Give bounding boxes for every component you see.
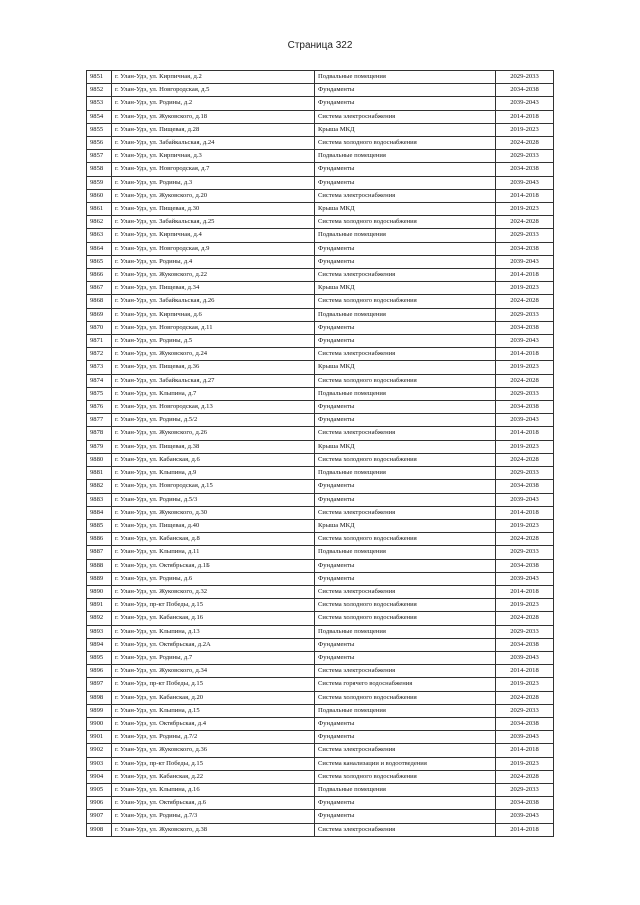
address-cell: г. Улан-Удэ, ул. Пищевая, д.36 — [112, 361, 315, 374]
address-cell: г. Улан-Удэ, ул. Родины, д.3 — [112, 176, 315, 189]
address-cell: г. Улан-Удэ, ул. Пищевая, д.40 — [112, 519, 315, 532]
address-cell: г. Улан-Удэ, ул. Жуковского, д.38 — [112, 823, 315, 836]
table-row — [87, 797, 554, 810]
table-row — [87, 559, 554, 572]
row-number-cell: 9892 — [87, 612, 112, 625]
table-row — [87, 71, 554, 84]
address-cell: г. Улан-Удэ, ул. Жуковского, д.34 — [112, 665, 315, 678]
row-number-cell: 9872 — [87, 348, 112, 361]
work-type-cell: Подвальные помещения — [315, 229, 496, 242]
row-number-cell: 9860 — [87, 189, 112, 202]
row-number-cell: 9853 — [87, 97, 112, 110]
table-row — [87, 638, 554, 651]
period-cell: 2019-2023 — [496, 678, 554, 691]
work-type-cell: Подвальные помещения — [315, 704, 496, 717]
row-number-cell: 9896 — [87, 665, 112, 678]
address-cell: г. Улан-Удэ, пр-кт Победы, д.15 — [112, 757, 315, 770]
row-number-cell: 9876 — [87, 401, 112, 414]
address-cell: г. Улан-Удэ, ул. Новгородская, д.5 — [112, 84, 315, 97]
address-cell: г. Улан-Удэ, ул. Октябрьская, д.4 — [112, 717, 315, 730]
address-cell: г. Улан-Удэ, ул. Родины, д.5/2 — [112, 414, 315, 427]
row-number-cell: 9878 — [87, 427, 112, 440]
address-cell: г. Улан-Удэ, ул. Жуковского, д.18 — [112, 110, 315, 123]
work-type-cell: Фундаменты — [315, 810, 496, 823]
work-type-cell: Система холодного водоснабжения — [315, 295, 496, 308]
row-number-cell: 9886 — [87, 533, 112, 546]
row-number-cell: 9854 — [87, 110, 112, 123]
table-row — [87, 216, 554, 229]
address-cell: г. Улан-Удэ, ул. Новгородская, д.7 — [112, 163, 315, 176]
row-number-cell: 9859 — [87, 176, 112, 189]
period-cell: 2034-2038 — [496, 717, 554, 730]
row-number-cell: 9893 — [87, 625, 112, 638]
address-cell: г. Улан-Удэ, ул. Пищевая, д.38 — [112, 440, 315, 453]
work-type-cell: Подвальные помещения — [315, 71, 496, 84]
address-cell: г. Улан-Удэ, ул. Кабанская, д.22 — [112, 770, 315, 783]
row-number-cell: 9904 — [87, 770, 112, 783]
work-type-cell: Фундаменты — [315, 321, 496, 334]
period-cell: 2029-2033 — [496, 546, 554, 559]
period-cell: 2014-2018 — [496, 348, 554, 361]
row-number-cell: 9906 — [87, 797, 112, 810]
work-type-cell: Система электроснабжения — [315, 744, 496, 757]
address-cell: г. Улан-Удэ, ул. Жуковского, д.32 — [112, 585, 315, 598]
work-type-cell: Система электроснабжения — [315, 427, 496, 440]
period-cell: 2029-2033 — [496, 308, 554, 321]
table-row — [87, 242, 554, 255]
table-row — [87, 519, 554, 532]
period-cell: 2019-2023 — [496, 519, 554, 532]
work-type-cell: Фундаменты — [315, 176, 496, 189]
row-number-cell: 9871 — [87, 335, 112, 348]
row-number-cell: 9864 — [87, 242, 112, 255]
table-row — [87, 810, 554, 823]
period-cell: 2029-2033 — [496, 150, 554, 163]
row-number-cell: 9869 — [87, 308, 112, 321]
address-cell: г. Улан-Удэ, ул. Родины, д.5 — [112, 335, 315, 348]
period-cell: 2034-2038 — [496, 84, 554, 97]
period-cell: 2024-2028 — [496, 533, 554, 546]
address-cell: г. Улан-Удэ, ул. Родины, д.5/3 — [112, 493, 315, 506]
address-cell: г. Улан-Удэ, пр-кт Победы, д.15 — [112, 678, 315, 691]
table-row — [87, 625, 554, 638]
address-cell: г. Улан-Удэ, ул. Жуковского, д.22 — [112, 269, 315, 282]
row-number-cell: 9883 — [87, 493, 112, 506]
work-type-cell: Фундаменты — [315, 731, 496, 744]
period-cell: 2024-2028 — [496, 453, 554, 466]
address-cell: г. Улан-Удэ, ул. Пищевая, д.30 — [112, 203, 315, 216]
work-type-cell: Подвальные помещения — [315, 546, 496, 559]
row-number-cell: 9903 — [87, 757, 112, 770]
row-number-cell: 9858 — [87, 163, 112, 176]
table-row — [87, 585, 554, 598]
row-number-cell: 9866 — [87, 269, 112, 282]
work-type-cell: Система холодного водоснабжения — [315, 770, 496, 783]
period-cell: 2019-2023 — [496, 361, 554, 374]
row-number-cell: 9900 — [87, 717, 112, 730]
table-row — [87, 374, 554, 387]
address-cell: г. Улан-Удэ, ул. Жуковского, д.26 — [112, 427, 315, 440]
row-number-cell: 9888 — [87, 559, 112, 572]
work-type-cell: Фундаменты — [315, 493, 496, 506]
period-cell: 2024-2028 — [496, 295, 554, 308]
table-row — [87, 282, 554, 295]
table-row — [87, 321, 554, 334]
work-type-cell: Система электроснабжения — [315, 110, 496, 123]
work-type-cell: Система электроснабжения — [315, 585, 496, 598]
table-row — [87, 572, 554, 585]
row-number-cell: 9907 — [87, 810, 112, 823]
period-cell: 2024-2028 — [496, 374, 554, 387]
work-type-cell: Система электроснабжения — [315, 269, 496, 282]
table-row — [87, 308, 554, 321]
period-cell: 2039-2043 — [496, 335, 554, 348]
period-cell: 2039-2043 — [496, 651, 554, 664]
table-row — [87, 427, 554, 440]
work-type-cell: Фундаменты — [315, 638, 496, 651]
work-type-cell: Система холодного водоснабжения — [315, 533, 496, 546]
address-cell: г. Улан-Удэ, пр-кт Победы, д.15 — [112, 599, 315, 612]
table-row — [87, 453, 554, 466]
work-type-cell: Фундаменты — [315, 163, 496, 176]
table-row — [87, 255, 554, 268]
table-body — [87, 71, 554, 837]
row-number-cell: 9885 — [87, 519, 112, 532]
row-number-cell: 9887 — [87, 546, 112, 559]
row-number-cell: 9894 — [87, 638, 112, 651]
period-cell: 2014-2018 — [496, 665, 554, 678]
table-row — [87, 137, 554, 150]
table-row — [87, 691, 554, 704]
repair-schedule-table — [86, 70, 554, 837]
period-cell: 2039-2043 — [496, 176, 554, 189]
table-row — [87, 123, 554, 136]
work-type-cell: Подвальные помещения — [315, 625, 496, 638]
address-cell: г. Улан-Удэ, ул. Пищевая, д.28 — [112, 123, 315, 136]
address-cell: г. Улан-Удэ, ул. Родины, д.7 — [112, 651, 315, 664]
address-cell: г. Улан-Удэ, ул. Кирпичная, д.3 — [112, 150, 315, 163]
address-cell: г. Улан-Удэ, ул. Кабанская, д.8 — [112, 533, 315, 546]
work-type-cell: Подвальные помещения — [315, 308, 496, 321]
address-cell: г. Улан-Удэ, ул. Родины, д.7/2 — [112, 731, 315, 744]
table-row — [87, 533, 554, 546]
work-type-cell: Подвальные помещения — [315, 150, 496, 163]
address-cell: г. Улан-Удэ, ул. Жуковского, д.24 — [112, 348, 315, 361]
work-type-cell: Система холодного водоснабжения — [315, 374, 496, 387]
period-cell: 2029-2033 — [496, 783, 554, 796]
period-cell: 2019-2023 — [496, 123, 554, 136]
period-cell: 2019-2023 — [496, 599, 554, 612]
table-row — [87, 731, 554, 744]
table-row — [87, 651, 554, 664]
period-cell: 2024-2028 — [496, 216, 554, 229]
table-row — [87, 150, 554, 163]
period-cell: 2014-2018 — [496, 269, 554, 282]
page-number-label: Страница 322 — [287, 40, 353, 51]
period-cell: 2034-2038 — [496, 163, 554, 176]
address-cell: г. Улан-Удэ, ул. Кирпичная, д.2 — [112, 71, 315, 84]
table-row — [87, 401, 554, 414]
work-type-cell: Система холодного водоснабжения — [315, 612, 496, 625]
period-cell: 2014-2018 — [496, 189, 554, 202]
address-cell: г. Улан-Удэ, ул. Жуковского, д.30 — [112, 506, 315, 519]
work-type-cell: Подвальные помещения — [315, 783, 496, 796]
row-number-cell: 9861 — [87, 203, 112, 216]
row-number-cell: 9863 — [87, 229, 112, 242]
table-row — [87, 335, 554, 348]
row-number-cell: 9898 — [87, 691, 112, 704]
row-number-cell: 9855 — [87, 123, 112, 136]
address-cell: г. Улан-Удэ, ул. Родины, д.7/3 — [112, 810, 315, 823]
table-row — [87, 348, 554, 361]
period-cell: 2034-2038 — [496, 559, 554, 572]
address-cell: г. Улан-Удэ, ул. Клыпина, д.7 — [112, 387, 315, 400]
address-cell: г. Улан-Удэ, ул. Октябрьская, д.1Б — [112, 559, 315, 572]
table-row — [87, 84, 554, 97]
table-row — [87, 480, 554, 493]
work-type-cell: Система горячего водоснабжения — [315, 678, 496, 691]
address-cell: г. Улан-Удэ, ул. Жуковского, д.36 — [112, 744, 315, 757]
table-row — [87, 414, 554, 427]
row-number-cell: 9899 — [87, 704, 112, 717]
work-type-cell: Фундаменты — [315, 717, 496, 730]
address-cell: г. Улан-Удэ, ул. Кирпичная, д.6 — [112, 308, 315, 321]
work-type-cell: Фундаменты — [315, 797, 496, 810]
address-cell: г. Улан-Удэ, ул. Октябрьская, д.6 — [112, 797, 315, 810]
period-cell: 2014-2018 — [496, 110, 554, 123]
period-cell: 2024-2028 — [496, 612, 554, 625]
period-cell: 2014-2018 — [496, 506, 554, 519]
period-cell: 2039-2043 — [496, 414, 554, 427]
row-number-cell: 9881 — [87, 467, 112, 480]
row-number-cell: 9879 — [87, 440, 112, 453]
address-cell: г. Улан-Удэ, ул. Новгородская, д.15 — [112, 480, 315, 493]
work-type-cell: Система холодного водоснабжения — [315, 691, 496, 704]
work-type-cell: Фундаменты — [315, 414, 496, 427]
row-number-cell: 9908 — [87, 823, 112, 836]
table-row — [87, 110, 554, 123]
table-row — [87, 176, 554, 189]
row-number-cell: 9882 — [87, 480, 112, 493]
address-cell: г. Улан-Удэ, ул. Клыпина, д.13 — [112, 625, 315, 638]
work-type-cell: Фундаменты — [315, 559, 496, 572]
row-number-cell: 9870 — [87, 321, 112, 334]
address-cell: г. Улан-Удэ, ул. Забайкальская, д.26 — [112, 295, 315, 308]
period-cell: 2034-2038 — [496, 480, 554, 493]
work-type-cell: Фундаменты — [315, 84, 496, 97]
row-number-cell: 9856 — [87, 137, 112, 150]
work-type-cell: Фундаменты — [315, 480, 496, 493]
period-cell: 2029-2033 — [496, 71, 554, 84]
period-cell: 2034-2038 — [496, 242, 554, 255]
table-row — [87, 97, 554, 110]
row-number-cell: 9865 — [87, 255, 112, 268]
table-row — [87, 387, 554, 400]
period-cell: 2034-2038 — [496, 638, 554, 651]
table-row — [87, 269, 554, 282]
period-cell: 2039-2043 — [496, 731, 554, 744]
row-number-cell: 9857 — [87, 150, 112, 163]
row-number-cell: 9884 — [87, 506, 112, 519]
work-type-cell: Система электроснабжения — [315, 189, 496, 202]
row-number-cell: 9890 — [87, 585, 112, 598]
row-number-cell: 9902 — [87, 744, 112, 757]
work-type-cell: Система электроснабжения — [315, 348, 496, 361]
table-row — [87, 361, 554, 374]
work-type-cell: Подвальные помещения — [315, 387, 496, 400]
address-cell: г. Улан-Удэ, ул. Родины, д.4 — [112, 255, 315, 268]
row-number-cell: 9880 — [87, 453, 112, 466]
address-cell: г. Улан-Удэ, ул. Клыпина, д.9 — [112, 467, 315, 480]
table-row — [87, 678, 554, 691]
address-cell: г. Улан-Удэ, ул. Кирпичная, д.4 — [112, 229, 315, 242]
table-row — [87, 203, 554, 216]
table-row — [87, 163, 554, 176]
work-type-cell: Фундаменты — [315, 255, 496, 268]
address-cell: г. Улан-Удэ, ул. Забайкальская, д.24 — [112, 137, 315, 150]
table-row — [87, 493, 554, 506]
row-number-cell: 9867 — [87, 282, 112, 295]
row-number-cell: 9889 — [87, 572, 112, 585]
work-type-cell: Система холодного водоснабжения — [315, 216, 496, 229]
table-row — [87, 546, 554, 559]
row-number-cell: 9874 — [87, 374, 112, 387]
table-row — [87, 717, 554, 730]
table-row — [87, 599, 554, 612]
address-cell: г. Улан-Удэ, ул. Родины, д.2 — [112, 97, 315, 110]
work-type-cell: Фундаменты — [315, 401, 496, 414]
period-cell: 2024-2028 — [496, 691, 554, 704]
work-type-cell: Крыша МКД — [315, 519, 496, 532]
work-type-cell: Фундаменты — [315, 335, 496, 348]
address-cell: г. Улан-Удэ, ул. Пищевая, д.34 — [112, 282, 315, 295]
address-cell: г. Улан-Удэ, ул. Клыпина, д.16 — [112, 783, 315, 796]
table-row — [87, 229, 554, 242]
address-cell: г. Улан-Удэ, ул. Клыпина, д.11 — [112, 546, 315, 559]
table-row — [87, 704, 554, 717]
work-type-cell: Система электроснабжения — [315, 665, 496, 678]
work-type-cell: Система электроснабжения — [315, 823, 496, 836]
work-type-cell: Система холодного водоснабжения — [315, 599, 496, 612]
period-cell: 2039-2043 — [496, 255, 554, 268]
row-number-cell: 9905 — [87, 783, 112, 796]
period-cell: 2029-2033 — [496, 467, 554, 480]
address-cell: г. Улан-Удэ, ул. Новгородская, д.13 — [112, 401, 315, 414]
address-cell: г. Улан-Удэ, ул. Кабанская, д.6 — [112, 453, 315, 466]
period-cell: 2019-2023 — [496, 757, 554, 770]
work-type-cell: Система электроснабжения — [315, 506, 496, 519]
row-number-cell: 9877 — [87, 414, 112, 427]
table-row — [87, 189, 554, 202]
period-cell: 2014-2018 — [496, 744, 554, 757]
row-number-cell: 9851 — [87, 71, 112, 84]
period-cell: 2014-2018 — [496, 823, 554, 836]
period-cell: 2039-2043 — [496, 810, 554, 823]
period-cell: 2034-2038 — [496, 401, 554, 414]
period-cell: 2019-2023 — [496, 203, 554, 216]
address-cell: г. Улан-Удэ, ул. Забайкальская, д.25 — [112, 216, 315, 229]
address-cell: г. Улан-Удэ, ул. Жуковского, д.20 — [112, 189, 315, 202]
table-row — [87, 770, 554, 783]
work-type-cell: Фундаменты — [315, 651, 496, 664]
period-cell: 2029-2033 — [496, 229, 554, 242]
address-cell: г. Улан-Удэ, ул. Октябрьская, д.2А — [112, 638, 315, 651]
table-row — [87, 783, 554, 796]
work-type-cell: Фундаменты — [315, 572, 496, 585]
period-cell: 2019-2023 — [496, 440, 554, 453]
address-cell: г. Улан-Удэ, ул. Новгородская, д.11 — [112, 321, 315, 334]
table-row — [87, 506, 554, 519]
period-cell: 2029-2033 — [496, 387, 554, 400]
address-cell: г. Улан-Удэ, ул. Клыпина, д.15 — [112, 704, 315, 717]
work-type-cell: Система холодного водоснабжения — [315, 137, 496, 150]
table-row — [87, 665, 554, 678]
row-number-cell: 9891 — [87, 599, 112, 612]
table-row — [87, 295, 554, 308]
row-number-cell: 9901 — [87, 731, 112, 744]
period-cell: 2029-2033 — [496, 704, 554, 717]
work-type-cell: Крыша МКД — [315, 440, 496, 453]
work-type-cell: Крыша МКД — [315, 282, 496, 295]
table-row — [87, 440, 554, 453]
address-cell: г. Улан-Удэ, ул. Кабанская, д.16 — [112, 612, 315, 625]
row-number-cell: 9852 — [87, 84, 112, 97]
work-type-cell: Фундаменты — [315, 242, 496, 255]
table-row — [87, 467, 554, 480]
period-cell: 2034-2038 — [496, 797, 554, 810]
period-cell: 2039-2043 — [496, 97, 554, 110]
table-row — [87, 612, 554, 625]
row-number-cell: 9897 — [87, 678, 112, 691]
period-cell: 2024-2028 — [496, 770, 554, 783]
period-cell: 2014-2018 — [496, 585, 554, 598]
table-row — [87, 757, 554, 770]
row-number-cell: 9875 — [87, 387, 112, 400]
period-cell: 2039-2043 — [496, 493, 554, 506]
period-cell: 2039-2043 — [496, 572, 554, 585]
period-cell: 2034-2038 — [496, 321, 554, 334]
table-row — [87, 744, 554, 757]
work-type-cell: Крыша МКД — [315, 361, 496, 374]
address-cell: г. Улан-Удэ, ул. Новгородская, д.9 — [112, 242, 315, 255]
work-type-cell: Крыша МКД — [315, 203, 496, 216]
address-cell: г. Улан-Удэ, ул. Кабанская, д.20 — [112, 691, 315, 704]
table-row — [87, 823, 554, 836]
row-number-cell: 9868 — [87, 295, 112, 308]
work-type-cell: Подвальные помещения — [315, 467, 496, 480]
work-type-cell: Система канализации и водоотведения — [315, 757, 496, 770]
work-type-cell: Крыша МКД — [315, 123, 496, 136]
work-type-cell: Система холодного водоснабжения — [315, 453, 496, 466]
period-cell: 2029-2033 — [496, 625, 554, 638]
row-number-cell: 9895 — [87, 651, 112, 664]
period-cell: 2014-2018 — [496, 427, 554, 440]
work-type-cell: Фундаменты — [315, 97, 496, 110]
row-number-cell: 9873 — [87, 361, 112, 374]
address-cell: г. Улан-Удэ, ул. Забайкальская, д.27 — [112, 374, 315, 387]
row-number-cell: 9862 — [87, 216, 112, 229]
period-cell: 2019-2023 — [496, 282, 554, 295]
address-cell: г. Улан-Удэ, ул. Родины, д.6 — [112, 572, 315, 585]
period-cell: 2024-2028 — [496, 137, 554, 150]
